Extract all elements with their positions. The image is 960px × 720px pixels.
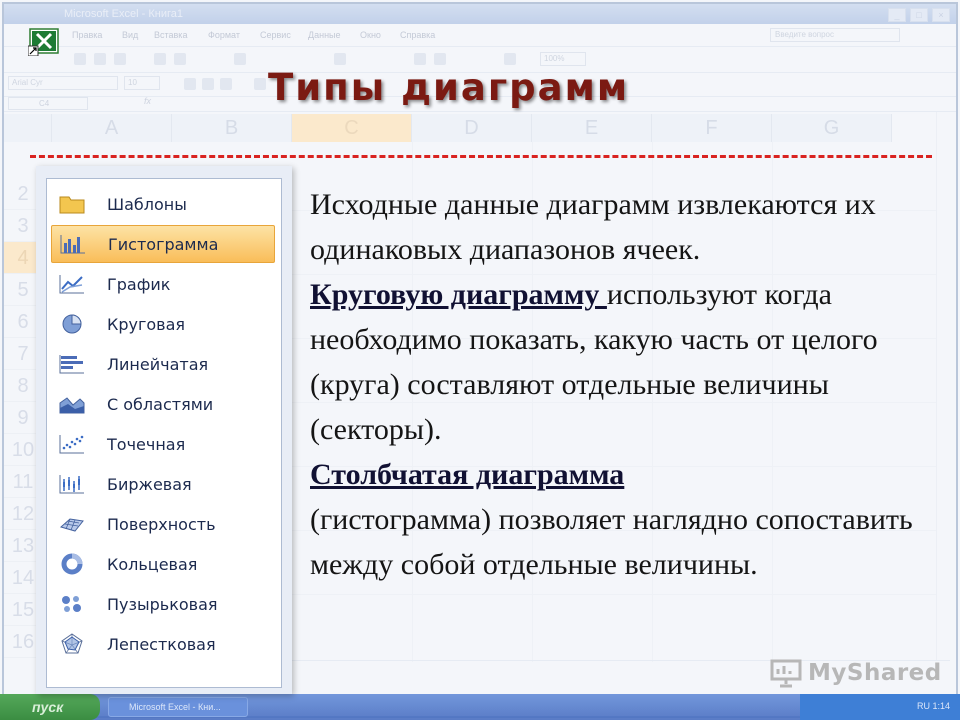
function-icon[interactable]: fx	[144, 96, 152, 106]
row-header[interactable]: 8	[4, 370, 42, 402]
taskbar-excel-item[interactable]: Microsoft Excel - Кни...	[108, 697, 248, 717]
stock-chart-icon	[57, 471, 87, 497]
slide-title: Типы диаграмм	[268, 66, 630, 109]
chart-type-doughnut[interactable]	[51, 545, 275, 583]
pie-chart-icon	[57, 311, 87, 337]
maximize-icon[interactable]: □	[910, 8, 928, 22]
bar-chart-description: (гистограмма) позволяет наглядно сопоставить между собой отдельные величины.	[310, 503, 913, 581]
chart-type-label: С областями	[107, 394, 214, 414]
row-header[interactable]: 11	[4, 466, 42, 498]
line-chart-icon	[57, 271, 87, 297]
menu-help[interactable]: Справка	[400, 30, 436, 40]
chart-type-label: Точечная	[107, 434, 186, 454]
system-tray	[800, 694, 960, 720]
row-header[interactable]: 13	[4, 530, 42, 562]
grid-line	[290, 594, 936, 595]
menu-view[interactable]: Вид	[122, 30, 139, 40]
toolbar-icon[interactable]	[234, 53, 246, 65]
toolbar-icon[interactable]	[504, 53, 516, 65]
menu-tools[interactable]: Сервис	[260, 30, 291, 40]
row-header[interactable]: 4	[4, 242, 42, 274]
row-header[interactable]: 2	[4, 178, 42, 210]
column-header[interactable]: B	[172, 114, 292, 142]
surface-chart-icon	[57, 511, 87, 537]
chart-type-stock[interactable]	[51, 465, 275, 503]
intro-paragraph: Исходные данные диаграмм извлекаются их одинаковых диапазонов ячеек.	[310, 188, 876, 266]
watermark-text: MyShared	[808, 660, 942, 686]
window-title: Microsoft Excel - Книга1	[64, 8, 183, 20]
toolbar-icon[interactable]	[174, 53, 186, 65]
chart-type-pie[interactable]	[51, 305, 275, 343]
menu-edit[interactable]: Правка	[72, 30, 103, 40]
title-bar	[4, 4, 956, 24]
bar-chart-icon	[57, 351, 87, 377]
name-box[interactable]: C4	[8, 97, 88, 110]
chart-type-label: Линейчатая	[107, 354, 209, 374]
area-chart-icon	[57, 391, 87, 417]
folder-icon	[57, 191, 87, 217]
chart-type-line[interactable]	[51, 265, 275, 303]
chart-type-label: Поверхность	[107, 514, 216, 534]
histogram-icon	[58, 231, 88, 257]
chart-type-surface[interactable]	[51, 505, 275, 543]
title-divider	[30, 155, 932, 158]
doughnut-chart-icon	[57, 551, 87, 577]
window-controls	[888, 8, 950, 22]
align-icon[interactable]	[254, 78, 266, 90]
menu-window[interactable]: Окно	[360, 30, 381, 40]
close-icon[interactable]: ×	[932, 8, 950, 22]
toolbar-icon[interactable]	[334, 53, 346, 65]
chart-type-label: Шаблоны	[107, 194, 187, 214]
toolbar-icon[interactable]	[434, 53, 446, 65]
chart-type-label: Биржевая	[107, 474, 192, 494]
presentation-board-icon	[768, 658, 804, 688]
toolbar-icon[interactable]	[94, 53, 106, 65]
pie-chart-description: используют когда необходимо показать, какую часть от целого (круга) составляют отдельные величины (секторы).	[310, 278, 878, 446]
chart-type-templates[interactable]	[51, 185, 275, 223]
bar-paragraph	[310, 452, 930, 587]
scatter-chart-icon	[57, 431, 87, 457]
chart-type-histogram[interactable]	[51, 225, 275, 263]
pie-paragraph	[310, 272, 930, 452]
row-header[interactable]: 12	[4, 498, 42, 530]
chart-type-label: Круговая	[107, 314, 186, 334]
watermark	[768, 658, 942, 688]
column-header[interactable]: C	[292, 114, 412, 142]
column-header[interactable]: A	[52, 114, 172, 142]
bar-chart-heading: Столбчатая диаграмма	[310, 458, 625, 491]
radar-chart-icon	[57, 631, 87, 657]
help-search-input[interactable]: Введите вопрос	[770, 28, 900, 42]
chart-type-label: Гистограмма	[108, 234, 219, 254]
column-header[interactable]: D	[412, 114, 532, 142]
chart-type-radar[interactable]	[51, 625, 275, 663]
chart-type-label: График	[107, 274, 171, 294]
menu-format[interactable]: Формат	[208, 30, 240, 40]
vertical-scrollbar[interactable]	[936, 112, 952, 660]
bubble-chart-icon	[57, 591, 87, 617]
slide-body-text	[310, 182, 930, 587]
bold-icon[interactable]	[184, 78, 196, 90]
row-header[interactable]: 7	[4, 338, 42, 370]
chart-type-scatter[interactable]	[51, 425, 275, 463]
chart-type-bar[interactable]	[51, 345, 275, 383]
menu-data[interactable]: Данные	[308, 30, 341, 40]
column-header[interactable]: G	[772, 114, 892, 142]
column-header[interactable]: F	[652, 114, 772, 142]
row-header[interactable]: 3	[4, 210, 42, 242]
font-size-select[interactable]: 10	[124, 76, 160, 90]
toolbar-icon[interactable]	[114, 53, 126, 65]
column-header[interactable]: E	[532, 114, 652, 142]
toolbar-icon[interactable]	[414, 53, 426, 65]
toolbar-icon[interactable]	[154, 53, 166, 65]
zoom-select[interactable]: 100%	[540, 52, 586, 66]
excel-logo-icon	[28, 28, 60, 56]
start-button[interactable]: пуск	[0, 694, 100, 720]
menu-insert[interactable]: Вставка	[154, 30, 188, 40]
chart-type-panel	[36, 166, 292, 694]
chart-type-list	[46, 178, 282, 688]
row-header[interactable]: 5	[4, 274, 42, 306]
chart-type-bubble[interactable]	[51, 585, 275, 623]
toolbar-icon[interactable]	[74, 53, 86, 65]
row-header[interactable]: 9	[4, 402, 42, 434]
row-header[interactable]: 10	[4, 434, 42, 466]
row-header[interactable]: 16	[4, 626, 42, 658]
tray-clock: RU 1:14	[916, 701, 950, 711]
row-header[interactable]: 6	[4, 306, 42, 338]
row-header[interactable]: 14	[4, 562, 42, 594]
font-name-select[interactable]: Arial Cyr	[8, 76, 118, 90]
italic-icon[interactable]	[202, 78, 214, 90]
chart-type-label: Лепестковая	[107, 634, 216, 654]
chart-type-label: Кольцевая	[107, 554, 198, 574]
pie-chart-heading: Круговую диаграмму	[310, 278, 607, 311]
chart-type-area[interactable]	[51, 385, 275, 423]
row-header[interactable]: 15	[4, 594, 42, 626]
underline-icon[interactable]	[220, 78, 232, 90]
select-all-corner[interactable]	[4, 114, 52, 142]
chart-type-label: Пузырьковая	[107, 594, 218, 614]
minimize-icon[interactable]: _	[888, 8, 906, 22]
